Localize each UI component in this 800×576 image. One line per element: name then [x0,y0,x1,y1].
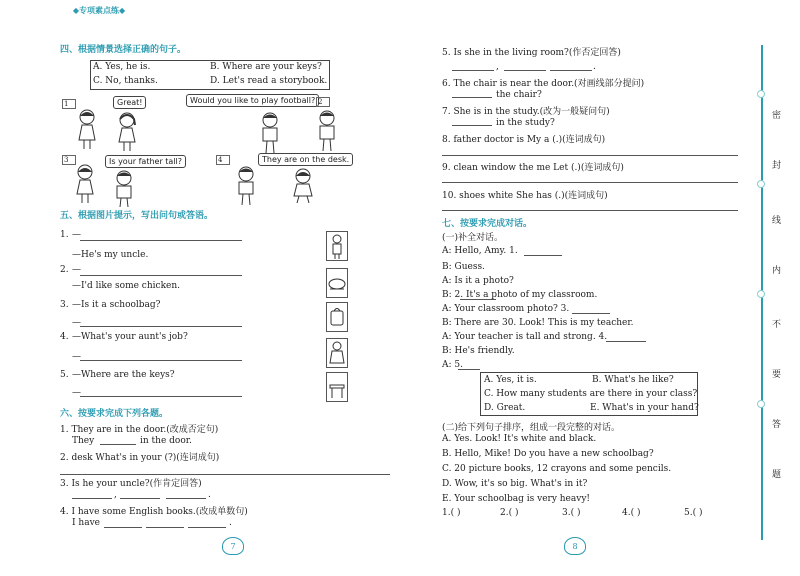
option-c: C. No, thanks. [93,76,158,86]
answer-line[interactable] [104,527,142,528]
answer-line[interactable] [120,498,160,499]
option-d: D. Let's read a storybook. [210,76,328,86]
answer-box-1[interactable]: 1 [62,99,76,109]
answer-line[interactable] [452,125,492,126]
section-5-title: 五、根据图片提示，写出问句或答语。 [60,211,214,221]
answer-box-3[interactable]: 3 [62,155,76,165]
page-number: 8 [564,537,586,555]
answer-line[interactable] [442,210,738,211]
item-number: 5. [60,370,69,380]
item-number: 3. [60,300,69,310]
seal-dot [757,290,765,298]
right-page: 5. Is she in the living room?(作否定回答) , . 6. The chair is near the door.(对画线部分提问) the chair? 7. She is in the study.(改为一般疑问句) in the study? 8. father doctor is My a (.)(连词成句) 9. clean window the me Let (.)(连词成句) 10. shoes white She has (.)(连词成句) 七、按要求完成对话。 (一)补全对话。 A: Hello, Amy. 1. B: Guess. A: Is it a photo? B: 2. It's a photo of my classroom. A: Your classroom photo? 3. B: There are 30. Look! This is my teacher. A: Your teacher is tall and strong. 4. B: He's friendly. A: 5. A. Yes, it is. B. What's he like? C. How many students are there in your class? D. Great. E. What's in your hand? (二)给下列句子排序，组成一段完整的对话。 A. Yes. Look! It's white and black. B. Hello, Mike! Do you have a new schoolbag? C. 20 picture books, 12 crayons and some pencils. D. Wow, it's so big. What's in it? E. Your schoolbag is very heavy! 1.( ) 2.( ) 3.( ) 4.( ) 5.( ) 8 [400,0,800,576]
seal-char: 线 [772,216,782,226]
answer-line[interactable] [60,474,390,475]
nurse-picture [326,338,348,368]
girl-illustration [76,108,98,150]
section-7-title: 七、按要求完成对话。 [442,219,533,229]
answer-box-2[interactable]: 2 [316,97,330,107]
boy-illustration [315,110,339,152]
speech-bubble: Is your father tall? [105,155,186,168]
answer-line[interactable] [80,240,242,241]
answer-line[interactable] [460,299,496,300]
answer-line[interactable] [452,97,492,98]
uncle-picture [326,231,348,261]
seal-char: 要 [772,370,782,380]
answer-line[interactable] [100,444,136,445]
option-b: B. Where are your keys? [210,62,322,72]
answer-box-4[interactable]: 4 [216,155,230,165]
seal-char: 题 [772,470,782,480]
answer-line[interactable] [442,182,738,183]
speech-bubble: Would you like to play football? [186,94,319,107]
answer-line[interactable] [524,255,562,256]
item-number: 1. [60,230,69,240]
seal-dot [757,90,765,98]
girl-illustration [116,112,138,152]
answer-line[interactable] [452,70,494,71]
seal-char: 封 [772,161,782,171]
answer-line[interactable] [146,527,184,528]
seal-char: 密 [772,111,782,121]
seal-dot [757,180,765,188]
seal-char: 内 [772,266,782,276]
speech-bubble: They are on the desk. [258,153,353,166]
girl-illustration [290,168,316,204]
speech-bubble: Great! [113,96,146,109]
answer-line[interactable] [80,396,242,397]
answer-line[interactable] [504,70,546,71]
item-number: 4. [60,332,69,342]
left-page: ◆ 专项素点练 ◆ 四、根据情景选择正确的句子。 A. Yes, he is. B. Where are your keys? C. No, thanks. D. Let's read a storybook. 1 Great! Would you like to play football? 2 3 Is your father tall? 4 They are on the desk. 五、根据图片提示，写出问句或答语。 1. — —He's my uncle. 2. — —I'd like some chicken. 3. —Is it a schoolbag? — 4. —What's your aunt's job? — 5. —Where are the keys? — 六、按要求完成下列各题。 1. They are in the door.(改成否定句) They in the door. 2. desk What's in your (?)(连词成句) 3. Is he your uncle?(作肯定回答) , . 4. I have some English books.(改成单数句) I have . 7 [0,0,400,576]
seal-char: 不 [772,320,782,330]
boy-illustration [234,166,258,206]
answer-line[interactable] [72,498,112,499]
section-4-title: 四、根据情景选择正确的句子。 [60,45,187,55]
answer-line[interactable] [606,341,646,342]
item-number: 2. [60,265,69,275]
answer-line[interactable] [550,70,592,71]
chicken-picture [326,268,348,298]
answer-line[interactable] [458,369,480,370]
desk-picture [326,372,348,402]
page-number: 7 [222,537,244,555]
boy-illustration [112,170,136,208]
answer-slot-4[interactable]: 4.( ) [622,508,641,518]
answer-line[interactable] [442,155,738,156]
answer-line[interactable] [80,275,242,276]
boy-illustration [258,112,282,154]
answer-line[interactable] [188,527,226,528]
answer-line[interactable] [80,326,242,327]
seal-dot [757,400,765,408]
answer-slot-3[interactable]: 3.( ) [562,508,581,518]
answer-line[interactable] [572,313,610,314]
section-badge: ◆ 专项素点练 ◆ [58,4,140,18]
option-a: A. Yes, he is. [93,62,151,72]
seal-char: 答 [772,420,782,430]
answer-slot-2[interactable]: 2.( ) [500,508,519,518]
answer-line[interactable] [80,360,242,361]
answer-slot-1[interactable]: 1.( ) [442,508,461,518]
schoolbag-picture [326,302,348,332]
answer-slot-5[interactable]: 5.( ) [684,508,703,518]
answer-line[interactable] [166,498,206,499]
girl-illustration [74,164,96,204]
section-6-title: 六、按要求完成下列各题。 [60,409,169,419]
